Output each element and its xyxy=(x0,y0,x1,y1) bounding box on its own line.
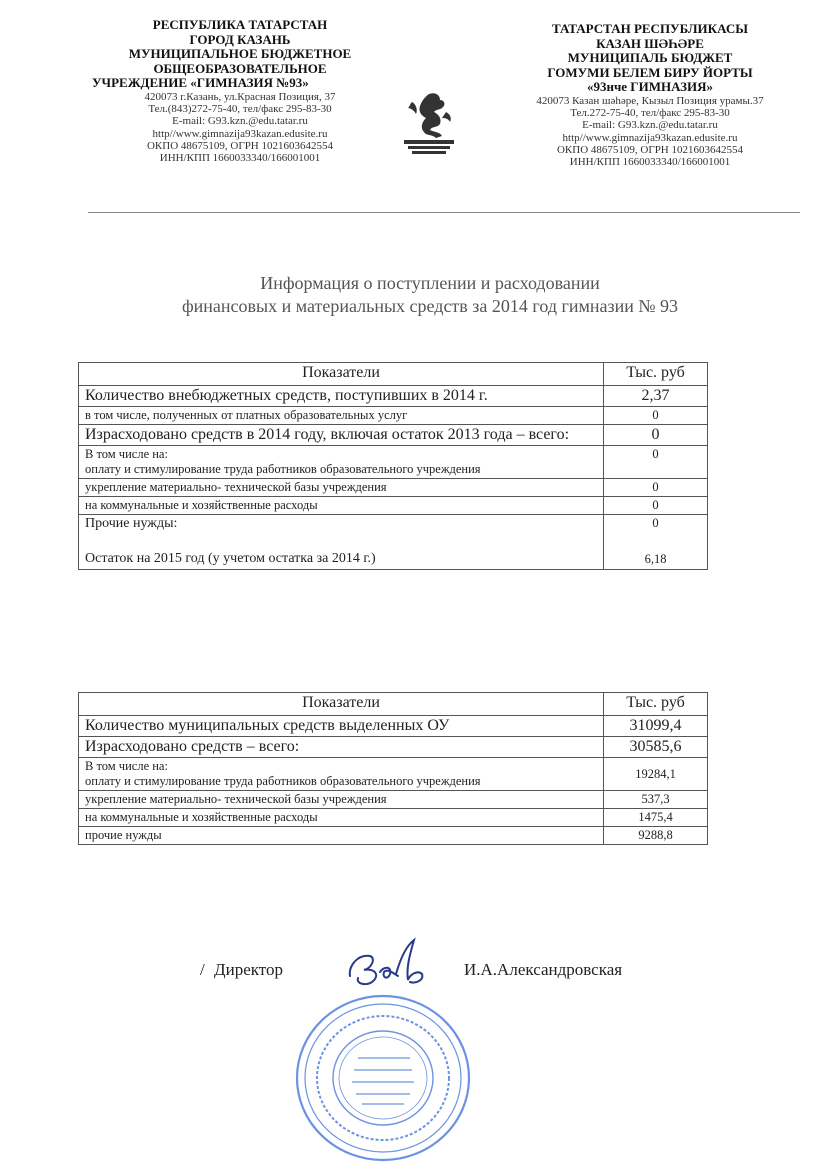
table-row xyxy=(79,758,708,791)
row-label: прочие нужды xyxy=(79,827,604,845)
header-left-website: http//www.gimnazija93kazan.edusite.ru xyxy=(152,127,328,140)
row-value: 9288,8 xyxy=(604,827,708,845)
header-right-email: E-mail: G93.kzn.@edu.tatar.ru xyxy=(582,119,718,132)
director-signature xyxy=(336,936,436,1002)
row-value: 30585,6 xyxy=(604,737,708,758)
table-row xyxy=(79,407,708,425)
row-label-line: В том числе на: xyxy=(85,447,168,461)
table-row xyxy=(79,809,708,827)
table-row xyxy=(79,446,708,479)
official-seal-stamp xyxy=(292,990,474,1166)
header-right-phone: Тел.272-75-40, тел/факс 295-83-30 xyxy=(570,107,730,120)
row-label: на коммунальные и хозяйственные расходы xyxy=(79,809,604,827)
remainder-value: 6,18 xyxy=(644,552,667,566)
row-label xyxy=(79,515,604,570)
row-label-line: оплату и стимулирование труда работников образовательного учреждения xyxy=(85,774,481,788)
row-label-line: В том числе на: xyxy=(85,759,168,773)
row-label: укрепление материально- технической базы учреждения xyxy=(79,791,604,809)
header-left-okpo: ОКПО 48675109, ОГРН 1021603642554 xyxy=(146,139,334,152)
row-label: Израсходовано средств – всего: xyxy=(79,737,604,758)
title-line-1: Информация о поступлении и расходовании xyxy=(260,273,600,293)
row-label: укрепление материально- технической базы учреждения xyxy=(79,479,604,497)
header-right-address: 420073 Казан шәһәре, Кызыл Позиция урамы.37 xyxy=(536,94,764,107)
column-header-indicators: Показатели xyxy=(79,693,604,716)
table-row xyxy=(79,515,708,570)
table-row xyxy=(79,716,708,737)
row-value: 0 xyxy=(604,425,708,446)
header-right-line: ТАТАРСТАН РЕСПУБЛИКАСЫ xyxy=(552,21,748,36)
header-left-line: РЕСПУБЛИКА ТАТАРСТАН xyxy=(152,17,328,32)
column-header-amount: Тыс. руб xyxy=(604,363,708,386)
header-left-email: E-mail: G93.kzn.@edu.tatar.ru xyxy=(172,115,308,128)
table-row xyxy=(79,737,708,758)
municipal-funds-table xyxy=(78,692,708,845)
row-value: 0 xyxy=(604,497,708,515)
header-right-line: ГОМУМИ БЕЛЕМ БИРУ ЙОРТЫ xyxy=(547,64,753,80)
header-left-address: 420073 г.Казань, ул.Красная Позиция, 37 xyxy=(144,90,336,103)
document-title xyxy=(60,272,800,317)
row-value: 31099,4 xyxy=(604,716,708,737)
row-value xyxy=(604,515,708,570)
header-right-block xyxy=(500,22,800,169)
row-value: 537,3 xyxy=(604,791,708,809)
header-divider xyxy=(88,212,800,213)
row-label-line: оплату и стимулирование труда работников образовательного учреждения xyxy=(85,462,481,476)
table-header-row xyxy=(79,693,708,716)
row-label xyxy=(79,446,604,479)
row-label-line: Прочие нужды: xyxy=(85,516,178,531)
dragon-emblem-icon xyxy=(396,88,462,160)
row-label: на коммунальные и хозяйственные расходы xyxy=(79,497,604,515)
row-label xyxy=(79,758,604,791)
row-value: 0 xyxy=(604,479,708,497)
header-right-okpo: ОКПО 48675109, ОГРН 1021603642554 xyxy=(556,143,744,156)
header-left-block xyxy=(80,18,400,165)
row-label: Количество муниципальных средств выделенных ОУ xyxy=(79,716,604,737)
row-label: Израсходовано средств в 2014 году, включая остаток 2013 года – всего: xyxy=(79,425,604,446)
row-value-line: 0 xyxy=(652,516,659,530)
table-row xyxy=(79,479,708,497)
row-value: 19284,1 xyxy=(604,758,708,791)
table-row xyxy=(79,386,708,407)
table-header-row xyxy=(79,363,708,386)
row-value: 0 xyxy=(604,407,708,425)
header-right-line: КАЗАН ШӘҺӘРЕ xyxy=(596,35,704,51)
title-line-2: финансовых и материальных средств за 2014 год гимназии № 93 xyxy=(181,295,679,316)
director-title: Директор xyxy=(214,960,283,979)
row-value: 0 xyxy=(604,446,708,479)
column-header-indicators: Показатели xyxy=(79,363,604,386)
signature-slash: / xyxy=(200,960,205,979)
header-right-line: МУНИЦИПАЛЬ БЮДЖЕТ xyxy=(567,50,733,66)
header-right-inn: ИНН/КПП 1660033340/166001001 xyxy=(569,156,731,169)
header-left-phone: Тел.(843)272-75-40, тел/факс 295-83-30 xyxy=(148,103,332,116)
table-row xyxy=(79,425,708,446)
column-header-amount: Тыс. руб xyxy=(604,693,708,716)
header-left-line: ГОРОД КАЗАНЬ xyxy=(189,31,291,47)
header-right-website: http//www.gimnazija93kazan.edusite.ru xyxy=(562,131,738,144)
header-left-line: УЧРЕЖДЕНИЕ «ГИМНАЗИЯ №93» xyxy=(92,75,309,91)
row-label: Количество внебюджетных средств, поступивших в 2014 г. xyxy=(79,386,604,407)
table-row xyxy=(79,791,708,809)
row-label: в том числе, полученных от платных образовательных услуг xyxy=(79,407,604,425)
remainder-label: Остаток на 2015 год (у учетом остатка за 2014 г.) xyxy=(85,551,376,566)
header-right-line: «93нче ГИМНАЗИЯ» xyxy=(586,79,714,95)
row-value: 1475,4 xyxy=(604,809,708,827)
header-left-line: МУНИЦИПАЛЬНОЕ БЮДЖЕТНОЕ xyxy=(128,46,352,62)
row-value: 2,37 xyxy=(604,386,708,407)
header-left-inn: ИНН/КПП 1660033340/166001001 xyxy=(159,152,321,165)
director-name: И.А.Александровская xyxy=(464,960,623,979)
extrabudget-funds-table xyxy=(78,362,708,570)
table-row xyxy=(79,827,708,845)
header-left-line: ОБЩЕОБРАЗОВАТЕЛЬНОЕ xyxy=(153,60,327,76)
table-row xyxy=(79,497,708,515)
